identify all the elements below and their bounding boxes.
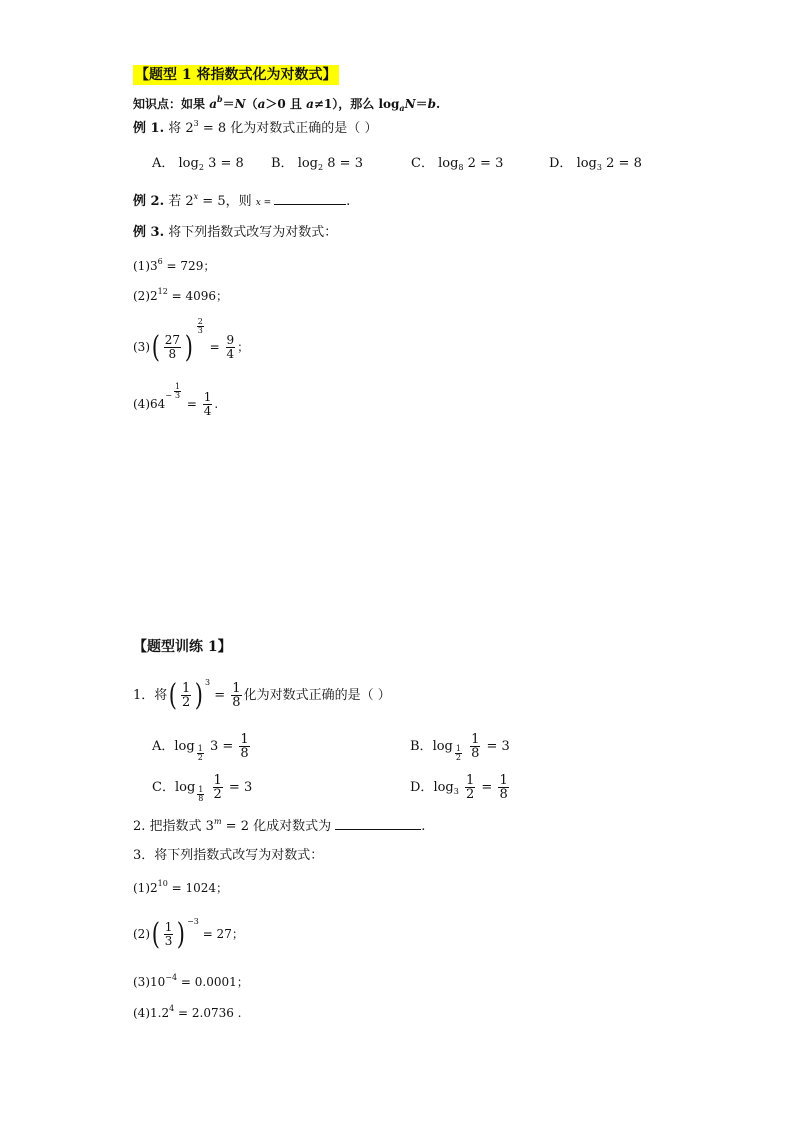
train-3-item-3: $(3)10^{-4} = 0.0001$；	[133, 973, 249, 989]
train-2-question: 2. 把指数式 $3^m = 2$ 化成对数式为 .	[133, 817, 426, 834]
example-3-item-4: (4)64− $\frac{1}{3}$ = $\frac{1}{4}$ .	[133, 382, 219, 418]
train-3-item-4: $(4)1.2^4 = 2.0736$ .	[133, 1004, 242, 1020]
example-3-item-2: $(2)2^{12} = 4096$；	[133, 287, 229, 303]
train-1-option-c[interactable]: C．log $\frac{1}{8}$ $\frac{1}{2}$ = 3	[152, 773, 253, 803]
example-1-option-a[interactable]: A． $\log_2 3 = 8$	[152, 156, 244, 172]
example-3-item-3: (3)( $\frac{27}{8}$ ) $\frac{2}{3}$ = $\frac{9}{4}$ ；	[133, 317, 250, 365]
train-3-question: 3．将下列指数式改写为对数式：	[133, 848, 324, 863]
example-1-option-b[interactable]: B． $\log_2 8 = 3$	[271, 156, 363, 172]
example-1-option-c[interactable]: C． $\log_8 2 = 3$	[411, 156, 504, 172]
example-3-question: 例 3. 将下列指数式改写为对数式：	[133, 225, 338, 240]
example-2-answer-blank[interactable]	[274, 192, 346, 205]
section-title-1	[133, 66, 339, 85]
train-1-option-b[interactable]: B．log $\frac{1}{2}$ $\frac{1}{8}$ = 3	[410, 732, 510, 762]
train-1-option-d[interactable]: D．$\log_3$ $\frac{1}{2}$ = $\frac{1}{8}$	[410, 773, 508, 802]
train-3-item-2: (2)( $\frac{1}{3}$ ) $^{-3}$ = 27；	[133, 916, 244, 952]
section-title-2: 【题型训练 1】	[133, 639, 232, 655]
train-3-item-1: $(1)2^{10} = 1024$；	[133, 879, 229, 895]
example-3-item-1: $(1)3^6 = 729$；	[133, 257, 216, 273]
train-1-option-a[interactable]: A．log $\frac{1}{2}$ 3 = $\frac{1}{8}$	[152, 732, 249, 762]
train-2-answer-blank[interactable]	[335, 817, 421, 830]
example-1-option-d[interactable]: D． $\log_3 2 = 8$	[549, 156, 642, 172]
knowledge-point: 知识点：如果 $a^b=N(a>0$ 且 a≠1），那么 $\log_aN=b$.	[133, 94, 441, 113]
section-title-highlight: 【题型 1 将指数式化为对数式】	[135, 67, 337, 83]
example-1-question: 例 1. 将 $2^3 = 8$ 化为对数式正确的是（ ）	[133, 119, 378, 136]
example-2-question: 例 2. 若 $2^x = 5$，则 x = .	[133, 192, 351, 209]
train-1-question: 1．将( $\frac{1}{2}$ ) $^3$ = $\frac{1}{8}$ 化为对数式正确的是（ ）	[133, 677, 391, 713]
